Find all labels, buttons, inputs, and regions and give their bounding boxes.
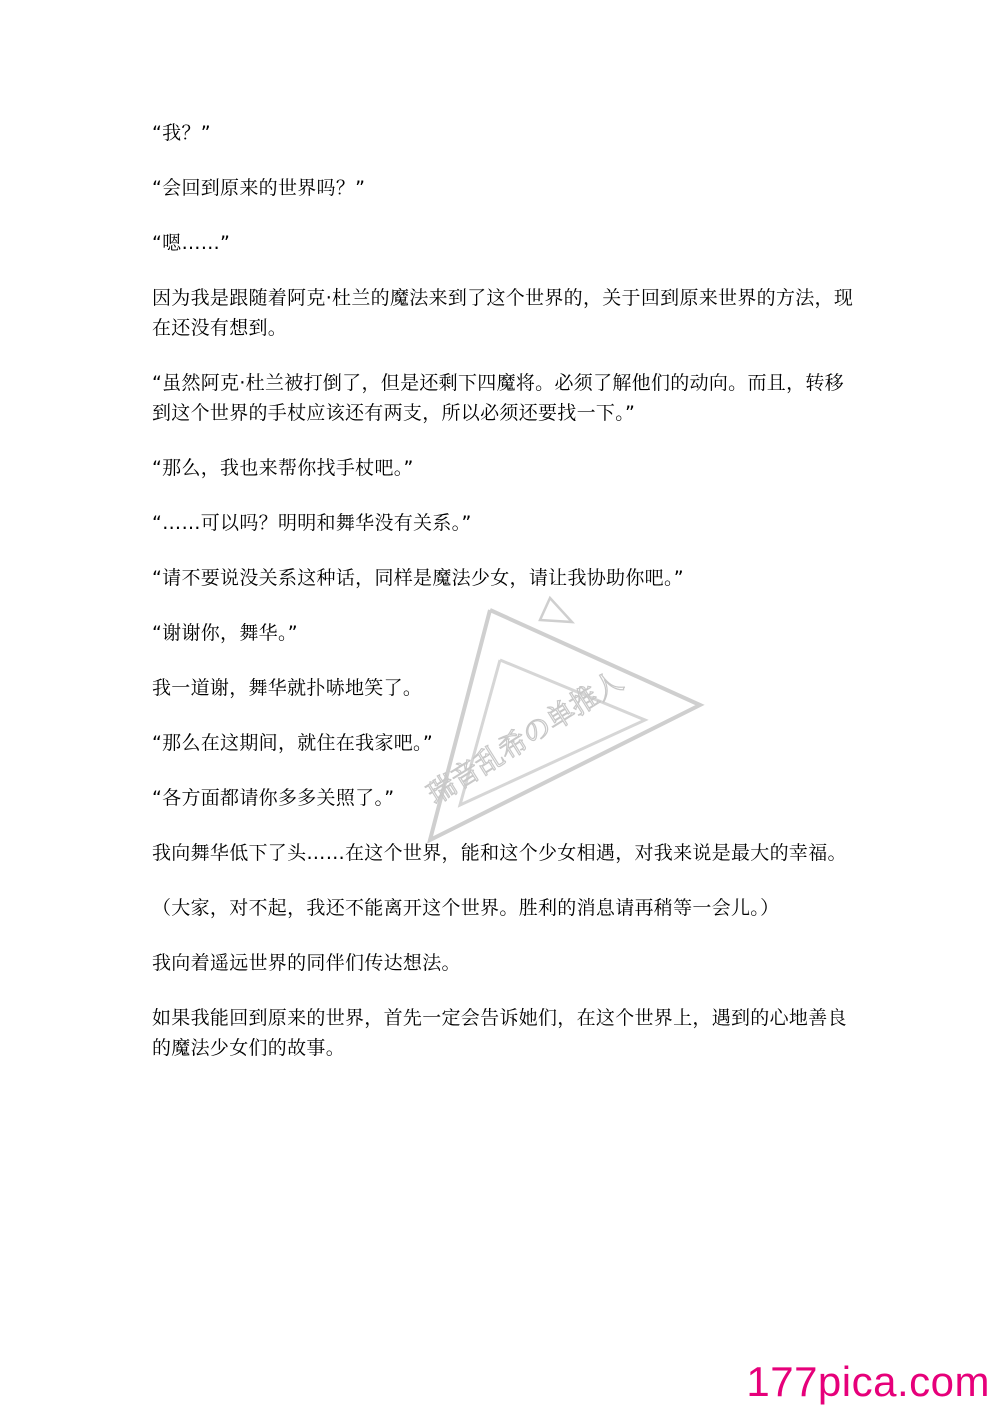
paragraph: “那么，我也来帮你找手杖吧。” [152,457,414,479]
paragraph: 因为我是跟随着阿克·杜兰的魔法来到了这个世界的，关于回到原来世界的方法，现在还没有想到。 [152,287,854,339]
paragraph: “谢谢你，舞华。” [152,622,298,644]
paragraph: “嗯……” [152,232,231,254]
paragraph: 如果我能回到原来的世界，首先一定会告诉她们，在这个世界上，遇到的心地善良的魔法少女们的故事。 [152,1007,847,1059]
paragraph: “请不要说没关系这种话，同样是魔法少女，请让我协助你吧。” [152,567,684,589]
paragraph: “我？” [152,122,211,144]
site-watermark: 177pica.com [746,1358,990,1405]
paragraph: “各方面都请你多多关照了。” [152,787,395,809]
paragraph: “那么在这期间，就住在我家吧。” [152,732,433,754]
paragraph: 我向舞华低下了头……在这个世界，能和这个少女相遇，对我来说是最大的幸福。 [152,842,847,864]
watermark-text: 瑞音乱希の单推人 [421,664,629,811]
paragraph: “……可以吗？明明和舞华没有关系。” [152,512,472,534]
paragraph: 我向着遥远世界的同伴们传达想法。 [152,952,461,974]
paragraph: “会回到原来的世界吗？” [152,177,366,199]
story-text [152,118,857,1088]
paragraph: “虽然阿克·杜兰被打倒了，但是还剩下四魔将。必须了解他们的动向。而且，转移到这个世界的手杖应该还有两支，所以必须还要找一下。” [152,372,844,424]
paragraph: （大家，对不起，我还不能离开这个世界。胜利的消息请再稍等一会儿。） [152,897,780,919]
paragraph: 我一道谢，舞华就扑哧地笑了。 [152,677,423,699]
